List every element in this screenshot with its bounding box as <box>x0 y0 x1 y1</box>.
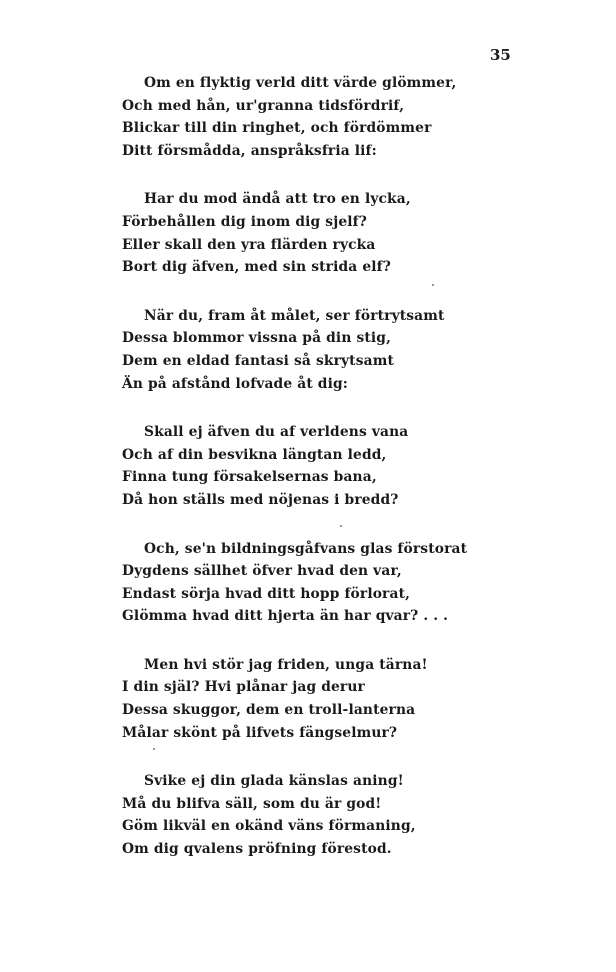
poem-line: Dessa skuggor, dem en troll-lanterna <box>122 702 416 719</box>
page-number: 35 <box>490 46 511 64</box>
poem-line: När du, fram åt målet, ser förtrytsamt <box>144 307 445 324</box>
poem-line: Skall ej äfven du af verldens vana <box>144 424 409 441</box>
stanza-1 <box>122 72 592 162</box>
poem-line: Göm likväl en okänd väns förmaning, <box>122 818 416 835</box>
stanza-6 <box>122 654 592 744</box>
stanza-3 <box>122 305 592 395</box>
poem-line: Dessa blommor vissna på din stig, <box>122 330 392 347</box>
poem-line: Dem en eldad fantasi så skrytsamt <box>122 352 394 369</box>
ink-speck <box>340 525 342 527</box>
poem-line: Och med hån, ur'granna tidsfördrif, <box>122 97 405 114</box>
poem-line: Och, se'n bildningsgåfvans glas förstorat <box>144 540 468 557</box>
stanza-7 <box>122 770 592 860</box>
poem-line: Då hon ställs med nöjenas i bredd? <box>122 491 399 508</box>
stanza-5 <box>122 538 592 628</box>
poem-line: Eller skall den yra flärden rycka <box>122 236 376 253</box>
poem-line: Förbehållen dig inom dig sjelf? <box>122 213 368 230</box>
poem-line: Om dig qvalens pröfning förestod. <box>122 841 392 858</box>
poem-line: Men hvi stör jag friden, unga tärna! <box>144 656 428 673</box>
poem-line: Om en flyktig verld ditt värde glömmer, <box>144 75 457 91</box>
poem-line: Än på afstånd lofvade åt dig: <box>122 375 349 392</box>
stanza-4 <box>122 421 592 511</box>
poem-line: I din själ? Hvi plånar jag derur <box>122 679 365 696</box>
poem-line: Ditt försmådda, anspråksfria lif: <box>122 142 377 159</box>
poem-line: Dygdens sällhet öfver hvad den var, <box>122 563 402 580</box>
poem-line: Må du blifva säll, som du är god! <box>122 795 382 812</box>
stanza-2 <box>122 188 592 278</box>
ink-speck <box>432 284 434 286</box>
poem-line: Endast sörja hvad ditt hopp förlorat, <box>122 585 411 602</box>
poem-line: Finna tung försakelsernas bana, <box>122 469 377 486</box>
poem-line: Har du mod ändå att tro en lycka, <box>144 191 411 208</box>
poem-line: Och af din besvikna längtan ledd, <box>122 446 387 463</box>
poem-line: Målar skönt på lifvets fängselmur? <box>122 724 398 741</box>
poem-line: Glömma hvad ditt hjerta än har qvar? . . . <box>122 608 449 625</box>
poem <box>122 72 592 887</box>
ink-speck <box>153 748 155 750</box>
poem-line: Svike ej din glada känslas aning! <box>144 773 404 790</box>
poem-line: Blickar till din ringhet, och fördömmer <box>122 120 432 137</box>
poem-line: Bort dig äfven, med sin strida elf? <box>122 259 391 276</box>
